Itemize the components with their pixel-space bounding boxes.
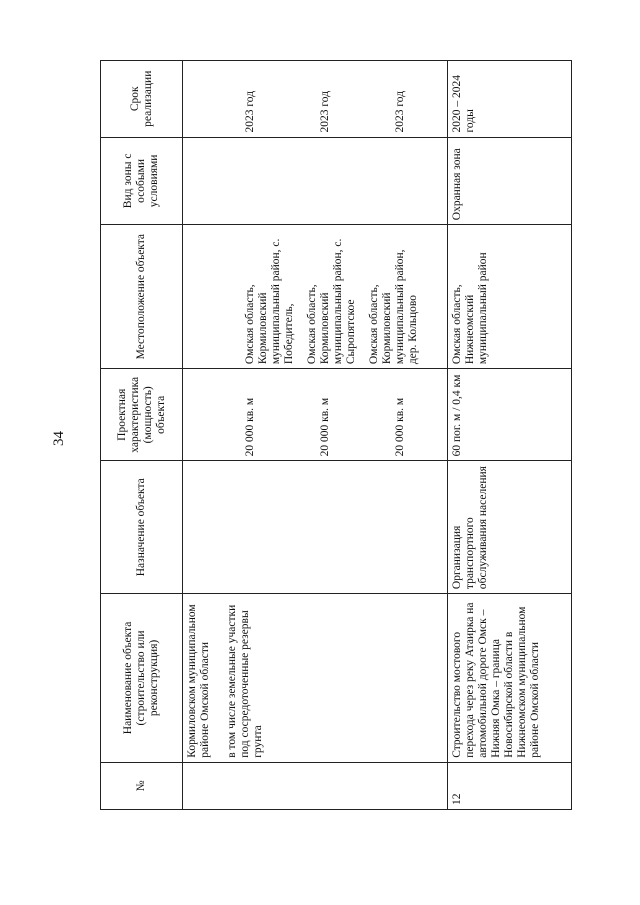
capacity-2: 20 000 кв. м [319,397,331,457]
cell-purpose-12: Организация транспортного обслуживания населения [448,461,572,594]
cell-zone [183,137,448,225]
name-subtext: в том числе земельные участки под сосредоточенные резервы грунта [226,604,264,758]
cell-location [183,225,448,369]
capacity-3: 20 000 кв. м [394,397,406,457]
cell-term-12: 2020 – 2024 годы [448,61,572,138]
cell-zone-12: Охранная зона [448,137,572,225]
term-1: 2023 год [244,90,256,133]
table-header-row [101,61,183,810]
cell-num-12: 12 [448,762,572,809]
header-zone: Вид зоны с особыми условиями [101,137,183,225]
objects-table [100,60,572,810]
table-row-12 [448,61,572,810]
table-row [183,61,448,810]
location-2: Омская область, Кормиловский муниципальный район, с. Сыропятское [306,238,357,365]
header-num: № [101,762,183,809]
page-number: 34 [51,431,67,446]
cell-name-12: Строительство мостового перехода через реку Атаирка на автомобильной дороге Омск – Нижняя Омка – граница Новосибирской области в Нижнеомском муниципальном районе Омской области [448,594,572,763]
header-term: Срок реализации [101,61,183,138]
cell-capacity-12: 60 пог. м / 0,4 км [448,369,572,461]
name-text: Кормиловском муниципальном районе Омской области [186,604,211,758]
cell-location-12: Омская область, Нижнеомский муниципальный район [448,225,572,369]
cell-num [183,762,448,809]
rotated-table-wrapper [100,60,572,810]
location-1: Омская область, Кормиловский муниципальный район, с. Победитель, [244,238,295,365]
header-capacity: Проектная характеристика (мощность) объекта [101,369,183,461]
cell-purpose [183,461,448,594]
capacity-1: 20 000 кв. м [244,397,256,457]
term-3: 2023 год [394,90,406,133]
header-name: Наименование объекта (строительство или реконструкция) [101,594,183,763]
cell-capacity [183,369,448,461]
header-location: Местоположение объекта [101,225,183,369]
cell-term [183,61,448,138]
term-2: 2023 год [319,90,331,133]
location-3: Омская область, Кормиловский муниципальный район, дер. Кольцово [368,249,419,365]
header-purpose: Назначение объекта [101,461,183,594]
cell-name [183,594,448,763]
